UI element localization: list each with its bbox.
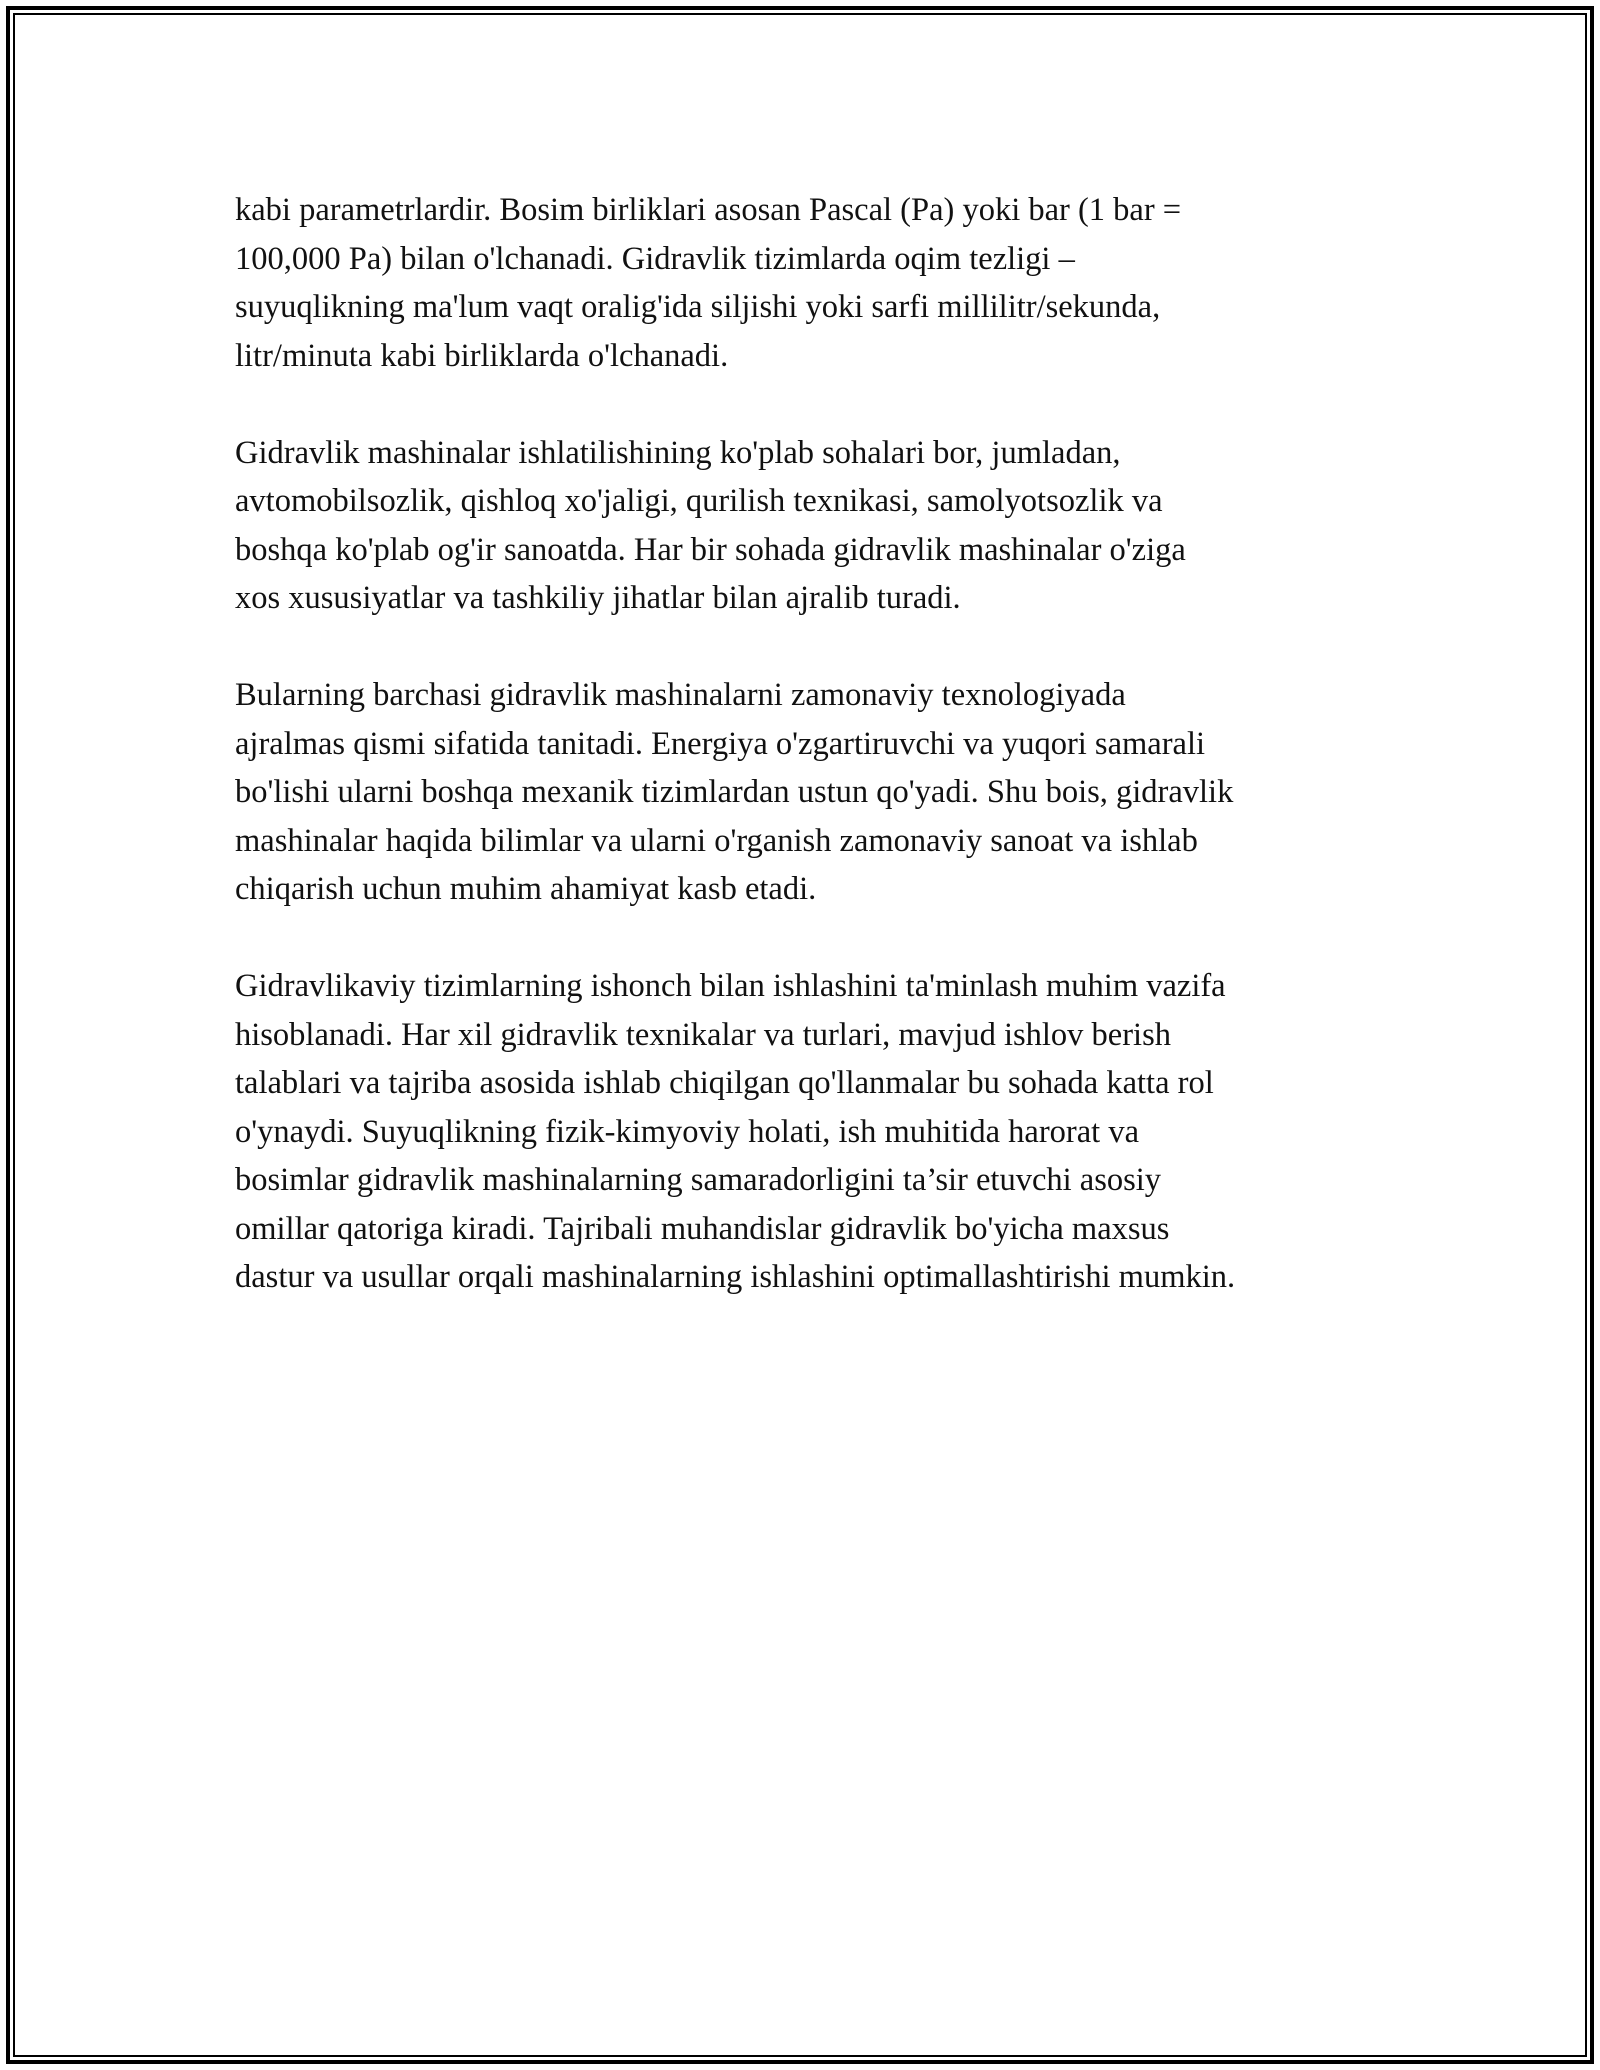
document-body bbox=[235, 186, 1375, 1350]
text-line: xos xususiyatlar va tashkiliy jihatlar bilan ajralib turadi. bbox=[235, 580, 961, 616]
text-line: hisoblanadi. Har xil gidravlik texnikalar va turlari, mavjud ishlov berish bbox=[235, 1016, 1171, 1053]
text-line: omillar qatoriga kiradi. Tajribali muhandislar gidravlik bo'yicha maxsus bbox=[235, 1210, 1170, 1247]
text-line: mashinalar haqida bilimlar va ularni o'rganish zamonaviy sanoat va ishlab bbox=[235, 822, 1198, 859]
text-line: chiqarish uchun muhim ahamiyat kasb etadi. bbox=[235, 871, 817, 907]
paragraph-1 bbox=[235, 186, 1375, 380]
text-line: o'ynaydi. Suyuqlikning fizik-kimyoviy holati, ish muhitida harorat va bbox=[235, 1113, 1140, 1150]
text-line: ajralmas qismi sifatida tanitadi. Energiya o'zgartiruvchi va yuqori samarali bbox=[235, 725, 1206, 762]
paragraph-4 bbox=[235, 962, 1375, 1302]
paragraph-3 bbox=[235, 671, 1375, 914]
text-line: litr/minuta kabi birliklarda o'lchanadi. bbox=[235, 337, 729, 374]
text-line: suyuqlikning ma'lum vaqt oralig'ida siljishi yoki sarfi millilitr/sekunda, bbox=[235, 289, 1161, 325]
text-line: talablari va tajriba asosida ishlab chiqilgan qo'llanmalar bu sohada katta rol bbox=[235, 1065, 1214, 1101]
text-line: dastur va usullar orqali mashinalarning ishlashini optimallashtirishi mumkin. bbox=[235, 1259, 1236, 1295]
text-line: boshqa ko'plab og'ir sanoatda. Har bir sohada gidravlik mashinalar o'ziga bbox=[235, 531, 1186, 568]
text-line: avtomobilsozlik, qishloq xo'jaligi, qurilish texnikasi, samolyotsozlik va bbox=[235, 483, 1163, 519]
text-line: 100,000 Pa) bilan o'lchanadi. Gidravlik tizimlarda oqim tezligi – bbox=[235, 240, 1075, 277]
text-line: bosimlar gidravlik mashinalarning samaradorligini ta’sir etuvchi asosiy bbox=[235, 1162, 1162, 1198]
text-line: bo'lishi ularni boshqa mexanik tizimlardan ustun qo'yadi. Shu bois, gidravlik bbox=[235, 774, 1234, 810]
text-line: Bularning barchasi gidravlik mashinalarni zamonaviy texnologiyada bbox=[235, 677, 1126, 713]
paragraph-2 bbox=[235, 429, 1375, 623]
text-line: Gidravlik mashinalar ishlatilishining ko'plab sohalari bor, jumladan, bbox=[235, 434, 1121, 471]
text-line: Gidravlikaviy tizimlarning ishonch bilan ishlashini ta'minlash muhim vazifa bbox=[235, 968, 1226, 1004]
text-line: kabi parametrlardir. Bosim birliklari asosan Pascal (Pa) yoki bar (1 bar = bbox=[235, 192, 1182, 228]
